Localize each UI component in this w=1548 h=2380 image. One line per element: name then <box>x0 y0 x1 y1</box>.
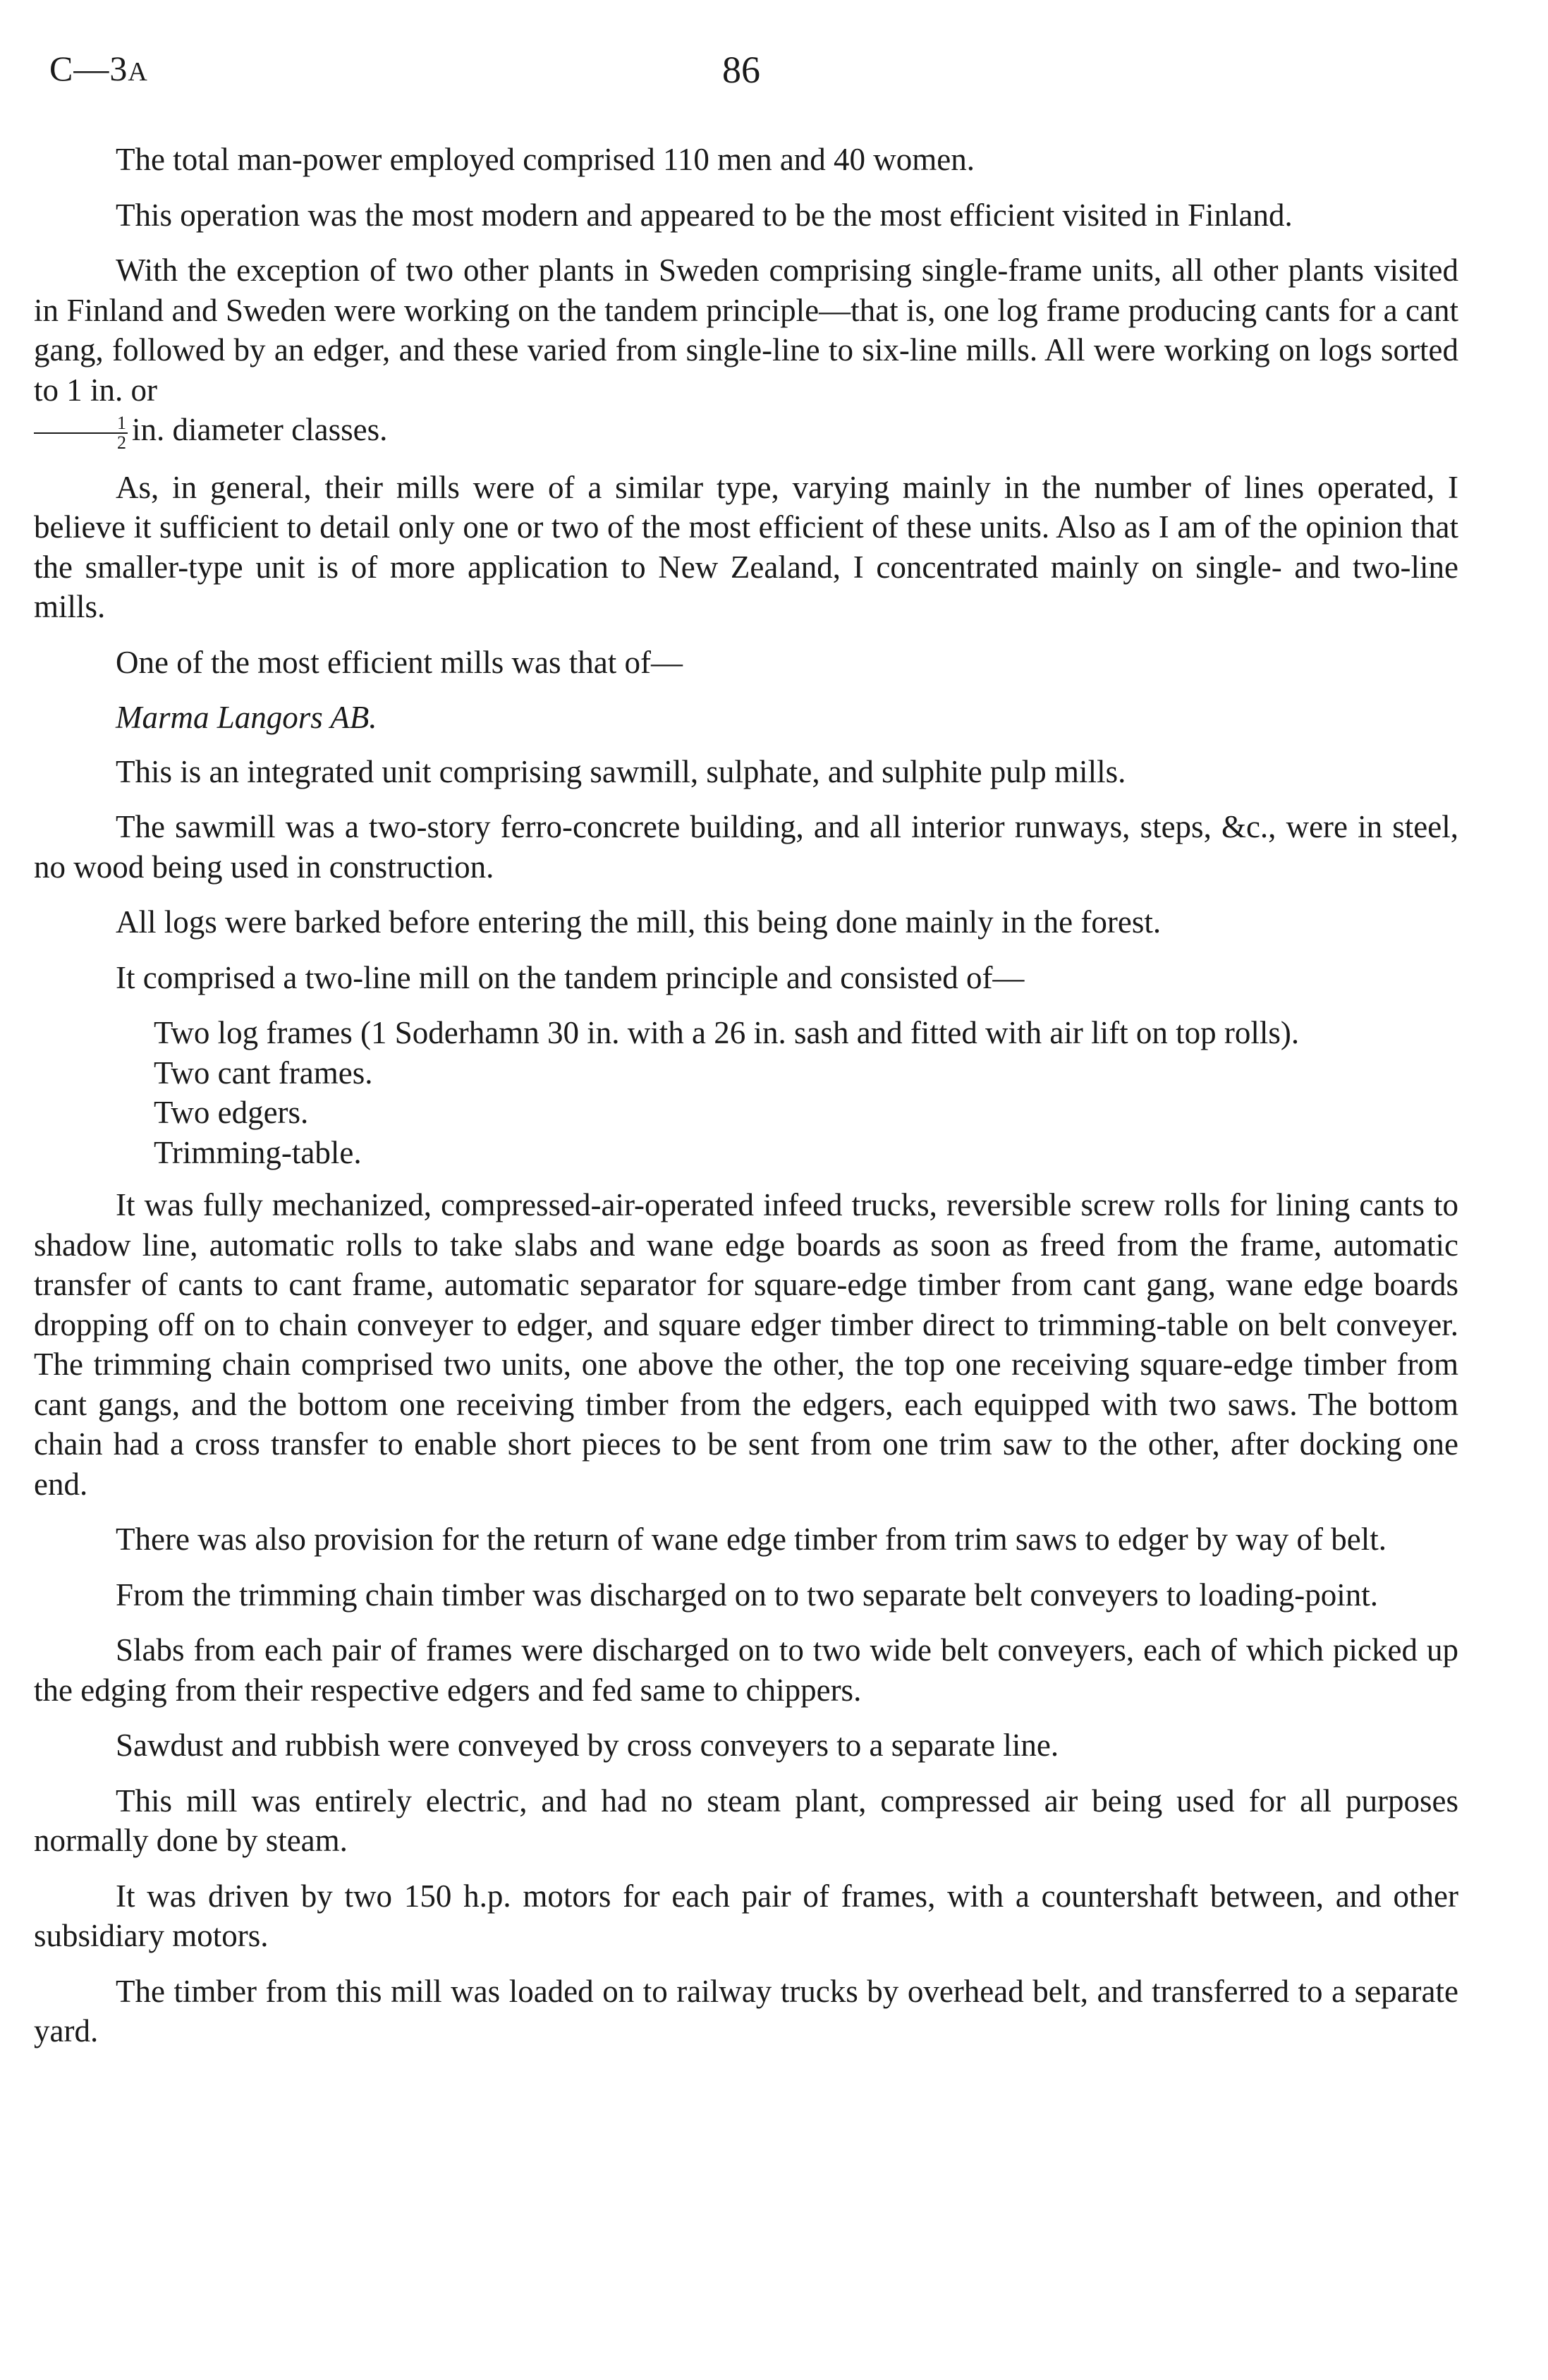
paragraph-slabs: Slabs from each pair of frames were discharged on to two wide belt conveyers, each of which picked up the edging from their respective edgers and fed same to chippers. <box>34 1632 1458 1708</box>
section-subheading: Marma Langors AB. <box>116 700 377 736</box>
paragraph-tandem-principle <box>34 250 1458 452</box>
paragraph-barking: All logs were barked before entering the mill, this being done mainly in the forest. <box>116 904 1162 940</box>
paragraph-wane-return: There was also provision for the return of wane edge timber from trim saws to edger by way of belt. <box>116 1522 1387 1558</box>
equipment-list <box>34 1013 1458 1172</box>
fraction-half <box>34 414 128 452</box>
diameter-classes-text: in. diameter classes. <box>132 412 388 447</box>
reference-suffix: A <box>128 57 148 87</box>
paragraph-trimming-discharge: From the trimming chain timber was discharged on to two separate belt conveyers to loading-point. <box>116 1577 1379 1613</box>
list-item: Two cant frames. <box>154 1055 373 1091</box>
paragraph-building: The sawmill was a two-story ferro-concrete building, and all interior runways, steps, &c., were in steel, no wood being used in construction. <box>34 809 1458 885</box>
paragraph-electric: This mill was entirely electric, and had no steam plant, compressed air being used for all purposes normally done by steam. <box>34 1783 1458 1859</box>
paragraph-two-line-mill: It comprised a two-line mill on the tandem principle and consisted of— <box>116 959 1025 995</box>
paragraph-motors: It was driven by two 150 h.p. motors for each pair of frames, with a countershaft between, and other subsidiary motors. <box>34 1878 1458 1954</box>
paragraph-integrated-unit: This is an integrated unit comprising sawmill, sulphate, and sulphite pulp mills. <box>116 753 1126 789</box>
paragraph-manpower: The total man-power employed comprised 110 men and 40 women. <box>116 142 975 177</box>
body-text <box>34 140 1458 2067</box>
document-reference <box>49 48 148 89</box>
fraction-numerator: 1 <box>34 414 128 434</box>
page-number: 86 <box>722 49 760 91</box>
list-item: Trimming-table. <box>154 1134 362 1170</box>
paragraph-mechanization: It was fully mechanized, compressed-air-operated infeed trucks, reversible screw rolls for lining cants to shadow line, automatic rolls to take slabs and wane edge boards as soon as freed from the frame, automatic transfer of cants to cant frame, automatic separator for square-edge timber from cant gang, wane edge boards dropping off on to chain conveyer to edger, and square edger timber direct to trimming-table on belt conveyer. The trimming chain comprised two units, one above the other, the top one receiving square-edge timber from cant gangs, and the bottom one receiving timber from the edgers, each equipped with two saws. The bottom chain had a cross transfer to enable short pieces to be sent from one trim saw to the other, after docking one end. <box>34 1187 1458 1502</box>
reference-main: C—3 <box>49 49 128 88</box>
paragraph-efficient-mill-intro: One of the most efficient mills was that of— <box>116 644 683 680</box>
tandem-principle-text: With the exception of two other plants in Sweden comprising single-frame units, all other plants visited in Finland and Sweden were working on the tandem principle—that is, one log frame producing cants for a cant gang, followed by an edger, and these varied from single-line to six-line mills. All were working on logs sorted to 1 in. or <box>34 253 1458 408</box>
fraction-denominator: 2 <box>117 432 126 453</box>
paragraph-loading: The timber from this mill was loaded on to railway trucks by overhead belt, and transferred to a separate yard. <box>34 1973 1458 2049</box>
paragraph-efficiency: This operation was the most modern and appeared to be the most efficient visited in Finland. <box>116 197 1293 233</box>
paragraph-sawdust: Sawdust and rubbish were conveyed by cross conveyers to a separate line. <box>116 1728 1059 1763</box>
paragraph-mill-types: As, in general, their mills were of a similar type, varying mainly in the number of lines operated, I believe it sufficient to detail only one or two of the most efficient of these units. Also as I am of the opinion that the smaller-type unit is of more application to New Zealand, I concentrated mainly on single- and two-line mills. <box>34 469 1458 625</box>
list-item: Two edgers. <box>154 1095 309 1131</box>
list-item: Two log frames (1 Soderhamn 30 in. with a 26 in. sash and fitted with air lift on top rolls). <box>154 1015 1300 1051</box>
